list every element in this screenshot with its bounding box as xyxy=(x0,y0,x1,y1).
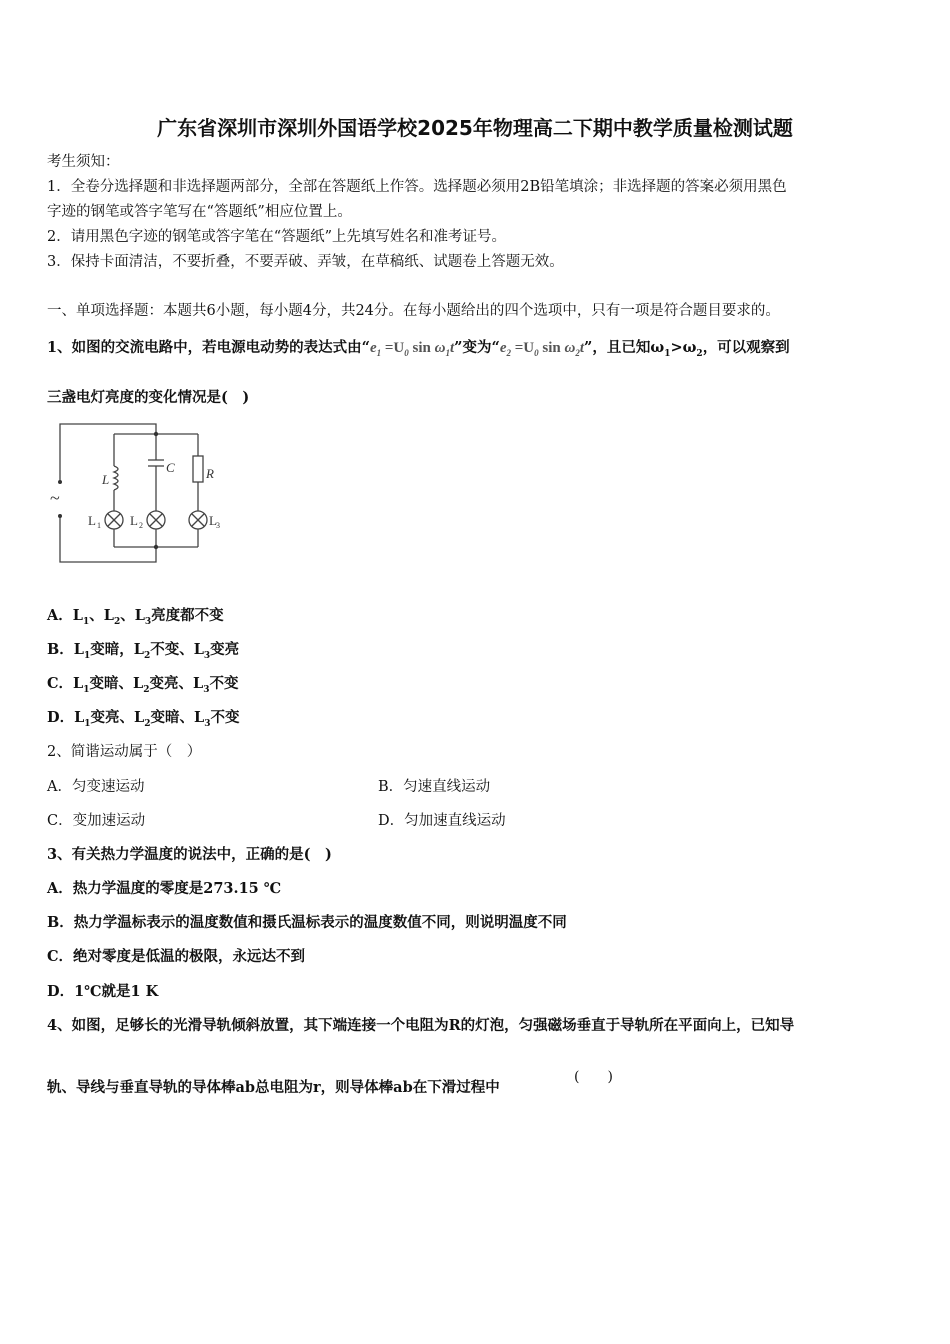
label-l2: L xyxy=(130,513,138,528)
label-l1-sub: 1 xyxy=(97,521,101,530)
page-title: 广东省深圳市深圳外国语学校2025年物理高二下期中教学质量检测试题 xyxy=(157,116,793,140)
label-inductor: L xyxy=(102,472,110,487)
notice-item-3: 3．保持卡面清洁，不要折叠，不要弄破、弄皱，在草稿纸、试题卷上答题无效。 xyxy=(47,254,564,270)
formula-e2: $e_2 =U_0$ $\sin \omega_2t$ xyxy=(499,340,585,358)
q1-stem-line2: 三盏电灯亮度的变化情况是( ) xyxy=(47,389,250,406)
q2-option-c: C．变加速运动 xyxy=(47,813,146,829)
lamp-l1-icon xyxy=(105,511,123,529)
formula-e1: $e_1 =U_0$ $\sin \omega_1t$ xyxy=(369,340,455,358)
notice-item-1: 1．全卷分选择题和非选择题两部分，全部在答题纸上作答。选择题必须用2B铅笔填涂；非选择题的答案必须用黑色 xyxy=(47,179,787,195)
notice-item-1-cont: 字迹的钢笔或答字笔写在“答题纸”相应位置上。 xyxy=(47,204,352,220)
q2-stem: 2、简谐运动属于（ ） xyxy=(47,744,202,760)
q3-option-d: D．1℃就是1 K xyxy=(47,983,159,1000)
circuit-diagram xyxy=(48,420,218,568)
q1-option-d: D．$L_1$变亮、$L_2$变暗、$L_3$不变 xyxy=(47,709,240,729)
label-l3-sub: 3 xyxy=(216,521,220,530)
label-l1: L xyxy=(88,513,96,528)
q3-stem: 3、有关热力学温度的说法中，正确的是( ) xyxy=(47,846,332,863)
q3-option-c: C．绝对零度是低温的极限，永远达不到 xyxy=(47,948,306,965)
label-l2-sub: 2 xyxy=(139,521,143,530)
q1-option-b: B．$L_1$变暗，$L_2$不变、$L_3$变亮 xyxy=(47,641,240,661)
notice-heading: 考生须知： xyxy=(47,154,120,170)
label-capacitor: C xyxy=(166,460,175,475)
ac-source-icon: ~ xyxy=(50,488,60,508)
q1-stem-line1: 1、如图的交流电路中，若电源电动势的表达式由“$e_1 =U_0$ $\sin \omega_1t$”变为“$e_2 =U_0$ $\sin \omega_2t$”，且已知$\omega_1>\omega_2$，可以观察到 xyxy=(47,339,790,359)
lamp-l2-icon xyxy=(147,511,165,529)
q4-stem-line2: 轨、导线与垂直导轨的导体棒ab总电阻为r，则导体棒ab在下滑过程中 xyxy=(47,1079,500,1096)
q3-option-b: B．热力学温标表示的温度数值和摄氏温标表示的温度数值不同，则说明温度不同 xyxy=(47,914,567,931)
notice-item-2: 2．请用黑色字迹的钢笔或答字笔在“答题纸”上先填写姓名和准考证号。 xyxy=(47,229,507,245)
q4-stem-line1: 4、如图，足够长的光滑导轨倾斜放置，其下端连接一个电阻为R的灯泡，匀强磁场垂直于导轨所在平面向上，已知导 xyxy=(47,1017,795,1034)
lamp-l3-icon xyxy=(189,511,207,529)
q2-option-a: A．匀变速运动 xyxy=(47,779,145,795)
q1-option-c: C．$L_1$变暗、$L_2$变亮、$L_3$不变 xyxy=(47,675,239,695)
section-heading: 一、单项选择题：本题共6小题，每小题4分，共24分。在每小题给出的四个选项中，只有一项是符合题目要求的。 xyxy=(47,303,780,319)
q2-option-d: D．匀加速直线运动 xyxy=(378,813,506,829)
label-l3: L xyxy=(209,513,217,528)
q4-answer-paren: ( ) xyxy=(574,1069,613,1085)
q3-option-a: A．热力学温度的零度是273.15 ℃ xyxy=(47,880,282,897)
q2-option-b: B．匀速直线运动 xyxy=(378,779,491,795)
q1-option-a: A．$L_1$、$L_2$、$L_3$亮度都不变 xyxy=(47,607,224,627)
label-resistor: R xyxy=(206,466,214,481)
